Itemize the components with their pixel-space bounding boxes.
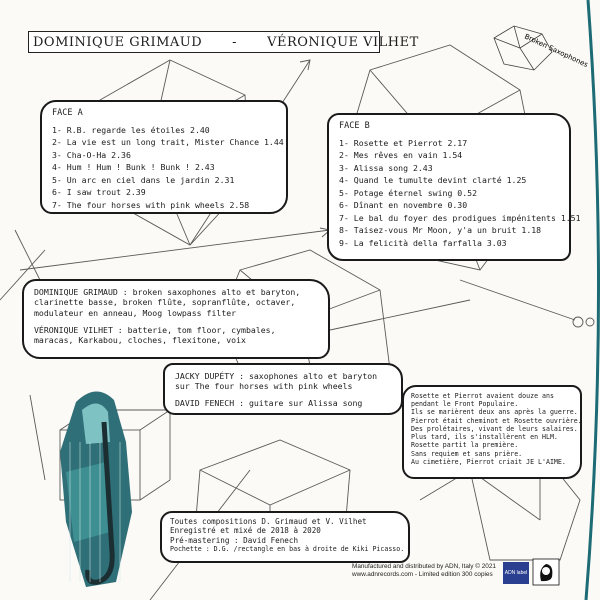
face-a-tracklist [40,100,288,214]
note-line: Des prolétaires, vivant de leurs salaires. [411,424,578,433]
track-item: 1- Rosette et Pierrot 2.17 [339,137,468,148]
track-item: 5- Potage éternel swing 0.52 [339,187,478,198]
svg-text:Broken Saxophones: Broken Saxophones [523,32,590,70]
track-item: 1- R.B. regarde les étoiles 2.40 [52,124,210,135]
track-item: 9- La felicità della farfalla 3.03 [339,238,507,248]
track-item: 3- Cha-O-Ha 2.36 [52,149,131,160]
track-item: 4- Hum ! Hum ! Bunk ! Bunk ! 2.43 [52,162,215,173]
dupety-credit: JACKY DUPÉTY : saxophones alto et baryton sur The four horses with pink wheels [175,371,378,392]
credit-line: Pré-mastering : David Fenech [170,535,299,545]
guest-musicians [163,363,403,415]
credit-line: Pochette : D.G. /rectangle en bas à droite de Kiki Picasso. [170,545,405,554]
artist-2: VÉRONIQUE VILHET [267,34,419,50]
face-b-title: FACE B [339,121,370,131]
track-item: 6- I saw trout 2.39 [52,187,146,198]
note-line: Rosette partit la première. [411,441,519,450]
face-a-title: FACE A [52,108,83,118]
note-line: Rosette et Pierrot avaient douze ans [411,392,554,400]
track-item: 8- Taisez-vous Mr Moon, y'a un bruit 1.18 [339,225,542,236]
album-header [28,31,419,53]
note-line: Ils se marièrent deux ans après la guerre. [411,408,578,417]
header-dash: - [232,34,238,50]
face-b-tracklist [327,113,581,261]
portrait-logo-icon [533,559,559,585]
credit-line: Toutes compositions D. Grimaud et V. Vilhet [170,517,367,526]
adn-label-logo [503,562,529,584]
artist-1: DOMINIQUE GRIMAUD [33,34,203,50]
footer-line-2: www.adnrecords.com - Limited edition 300 copies [352,571,493,579]
distribution-footer [352,563,496,580]
track-item: 2- La vie est un long trait, Mister Chance 1.44 [52,137,284,148]
adn-logo-text: ADN label [504,569,528,576]
note-line: Pierrot était cheminot et Rosette ouvrière. [411,416,582,425]
grimaud-instruments: DOMINIQUE GRIMAUD : broken saxophones alto et baryton, clarinette basse, broken flûte, sopranflûte, octaver, modulateur en anneau, Moog lowpass filter [34,287,301,318]
track-item: 2- Mes rêves en vain 1.54 [339,150,463,161]
track-item: 5- Un arc en ciel dans le jardin 2.31 [52,174,235,185]
track-item: 7- The four horses with pink wheels 2.58 [52,199,250,210]
musician-photo [46,382,142,594]
footer-line-1: Manufactured and distributed by ADN, Italy © 2021 [352,563,496,570]
fenech-credit: DAVID FENECH : guitare sur Alissa song [175,397,363,408]
rosette-pierrot-text [402,385,582,479]
vilhet-instruments: VÉRONIQUE VILHET : batterie, tom floor, cymbales, maracas, Karkabou, cloches, flexitone, voix [34,324,276,345]
track-item: 6- Dînant en novembre 0.30 [339,200,468,211]
note-line: Au cimetière, Pierrot criait JE L'AIME. [411,457,566,466]
note-line: Sans requiem et sans prière. [411,449,523,458]
track-item: 7- Le bal du foyer des prodigues impénitents 1.51 [339,212,581,223]
track-item: 3- Alissa song 2.43 [339,162,433,173]
credit-line: Enregistré et mixé de 2018 à 2020 [170,526,321,536]
production-credits [160,511,410,563]
musicians-credits [22,279,330,359]
broken-saxophones-logo [486,20,590,80]
note-line: pendant le Front Populaire. [411,400,519,409]
track-item: 4- Quand le tumulte devint clarté 1.25 [339,175,527,186]
note-line: Plus tard, ils s'installèrent en HLM. [411,433,558,442]
